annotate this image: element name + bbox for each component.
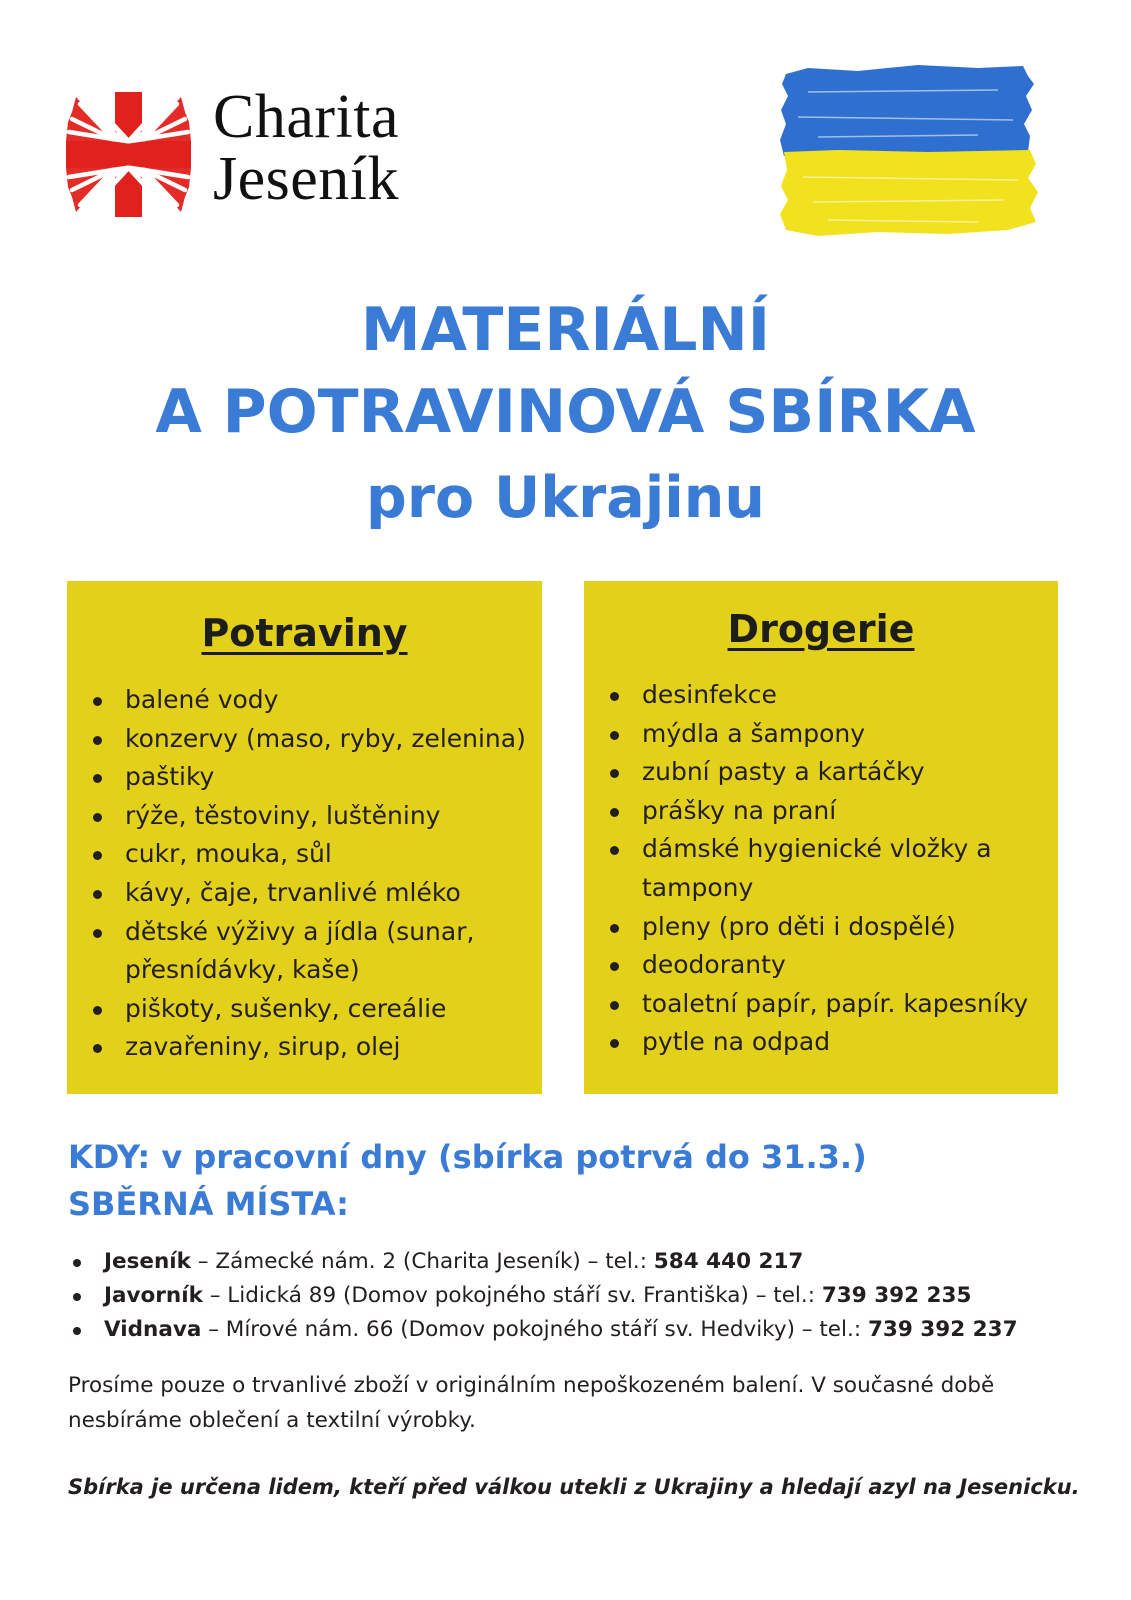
list-item: piškoty, sušenky, cereálie [87,990,527,1029]
footer-statement: Sbírka je určena lidem, kteří před válkou utekli z Ukrajiny a hledají azyl na Jesenicku. [68,1475,1080,1499]
list-item: mýdla a šampony [604,715,1044,754]
place-city: Jeseník [104,1249,191,1274]
title-line-2: A POTRAVINOVÁ SBÍRKA [155,377,976,447]
place-item [68,1313,1018,1347]
list-item: toaletní papír, papír. kapesníky [604,985,1044,1024]
places-heading: SBĚRNÁ MÍSTA: [68,1185,349,1223]
list-item: zavařeniny, sirup, olej [87,1028,527,1067]
ukraine-flag-icon [778,62,1040,240]
list-item: deodoranty [604,946,1044,985]
drugstore-heading: Drogerie [727,607,915,651]
place-phone: 739 392 235 [821,1283,972,1308]
food-box [67,581,542,1094]
place-phone: 739 392 237 [867,1317,1018,1342]
title-line-1: MATERIÁLNÍ [360,295,771,365]
place-city: Javorník [104,1283,203,1308]
brand-name [213,83,400,213]
list-item: konzervy (maso, ryby, zelenina) [87,720,527,759]
list-item: pytle na odpad [604,1023,1044,1062]
drugstore-list [604,676,1044,1062]
list-item: pleny (pro děti i dospělé) [604,908,1044,947]
food-list [87,681,527,1067]
drugstore-box [584,581,1058,1094]
list-item: rýže, těstoviny, luštěniny [87,797,527,836]
brand-line-2: Jeseník [213,145,400,213]
food-heading: Potraviny [201,611,408,655]
list-item: balené vody [87,681,527,720]
title-line-3: pro Ukrajinu [366,465,765,531]
list-item: dámské hygienické vložky a tampony [604,830,1044,907]
charita-logo-icon [66,92,191,217]
place-item [68,1245,1018,1279]
list-item: cukr, mouka, sůl [87,835,527,874]
place-city: Vidnava [104,1317,202,1342]
place-address: – Lidická 89 (Domov pokojného stáří sv. Františka) – tel.: [202,1283,822,1308]
list-item: prášky na praní [604,792,1044,831]
places-list [68,1245,1018,1347]
when-heading: KDY: v pracovní dny (sbírka potrvá do 31.3.) [68,1138,867,1176]
place-address: – Zámecké nám. 2 (Charita Jeseník) – tel.: [190,1249,654,1274]
place-phone: 584 440 217 [653,1249,804,1274]
list-item: zubní pasty a kartáčky [604,753,1044,792]
list-item: kávy, čaje, trvanlivé mléko [87,874,527,913]
list-item: desinfekce [604,676,1044,715]
list-item: dětské výživy a jídla (sunar, přesnídávky, kaše) [87,913,527,990]
list-item: paštiky [87,758,527,797]
brand-line-1: Charita [213,83,399,151]
place-item [68,1279,1018,1313]
note-paragraph: Prosíme pouze o trvanlivé zboží v originálním nepoškozeném balení. V současné době nesbíráme oblečení a textilní výrobky. [68,1373,995,1433]
place-address: – Mírové nám. 66 (Domov pokojného stáří sv. Hedviky) – tel.: [201,1317,868,1342]
